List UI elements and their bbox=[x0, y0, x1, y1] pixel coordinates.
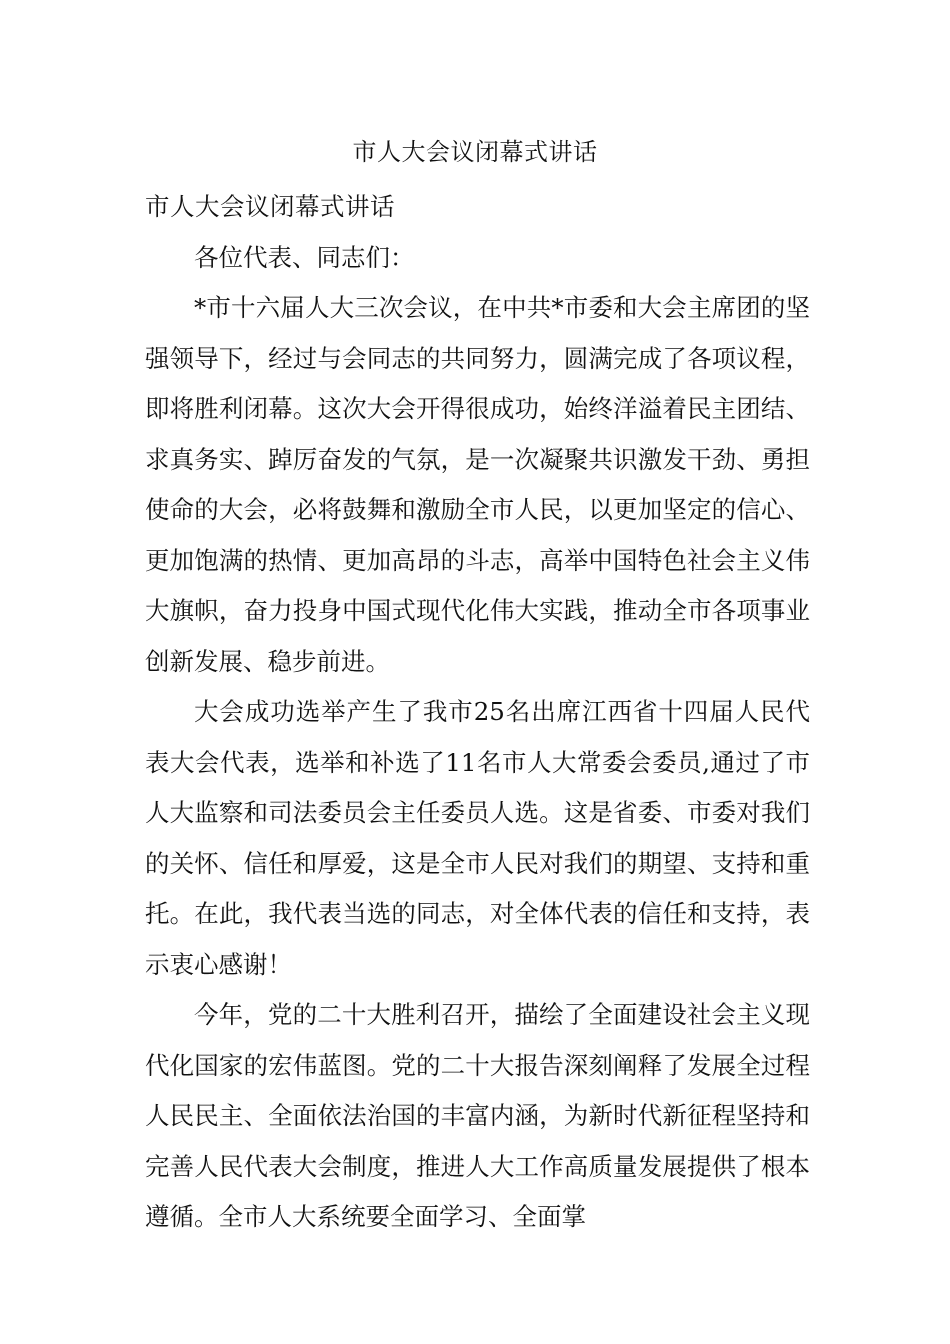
paragraph-salutation: 各位代表、同志们： bbox=[194, 242, 415, 272]
paragraph-election-results: 大会成功选举产生了我市25名出席江西省十四届人民代表大会代表，选举和补选了11名市人大常委会委员,通过了市人大监察和司法委员会主任委员人选。这是省委、市委对我们的关怀、信任和厚爱，这是全市人民对我们的期望、支持和重托。在此，我代表当选的同志，对全体代表的信任和支持，表示衷心感谢！ bbox=[145, 697, 810, 979]
paragraph-meeting-summary: *市十六届人大三次会议，在中共*市委和大会主席团的坚强领导下，经过与会同志的共同努力，圆满完成了各项议程，即将胜利闭幕。这次大会开得很成功，始终洋溢着民主团结、求真务实、踔厉奋发的气氛，是一次凝聚共识激发干劲、勇担使命的大会，必将鼓舞和激励全市人民，以更加坚定的信心、更加饱满的热情、更加高昂的斗志，高举中国特色社会主义伟大旗帜，奋力投身中国式现代化伟大实践，推动全市各项事业创新发展、稳步前进。 bbox=[145, 293, 810, 676]
paragraph-party-congress: 今年，党的二十大胜利召开，描绘了全面建设社会主义现代化国家的宏伟蓝图。党的二十大报告深刻阐释了发展全过程人民民主、全面依法治国的丰富内涵，为新时代新征程坚持和完善人民代表大会制度，推进人大工作高质量发展提供了根本遵循。全市人大系统要全面学习、全面掌 bbox=[145, 1000, 810, 1231]
document-title: 市人大会议闭幕式讲话 bbox=[352, 138, 598, 166]
document-body bbox=[145, 182, 810, 1243]
document-subtitle: 市人大会议闭幕式讲话 bbox=[145, 192, 395, 221]
